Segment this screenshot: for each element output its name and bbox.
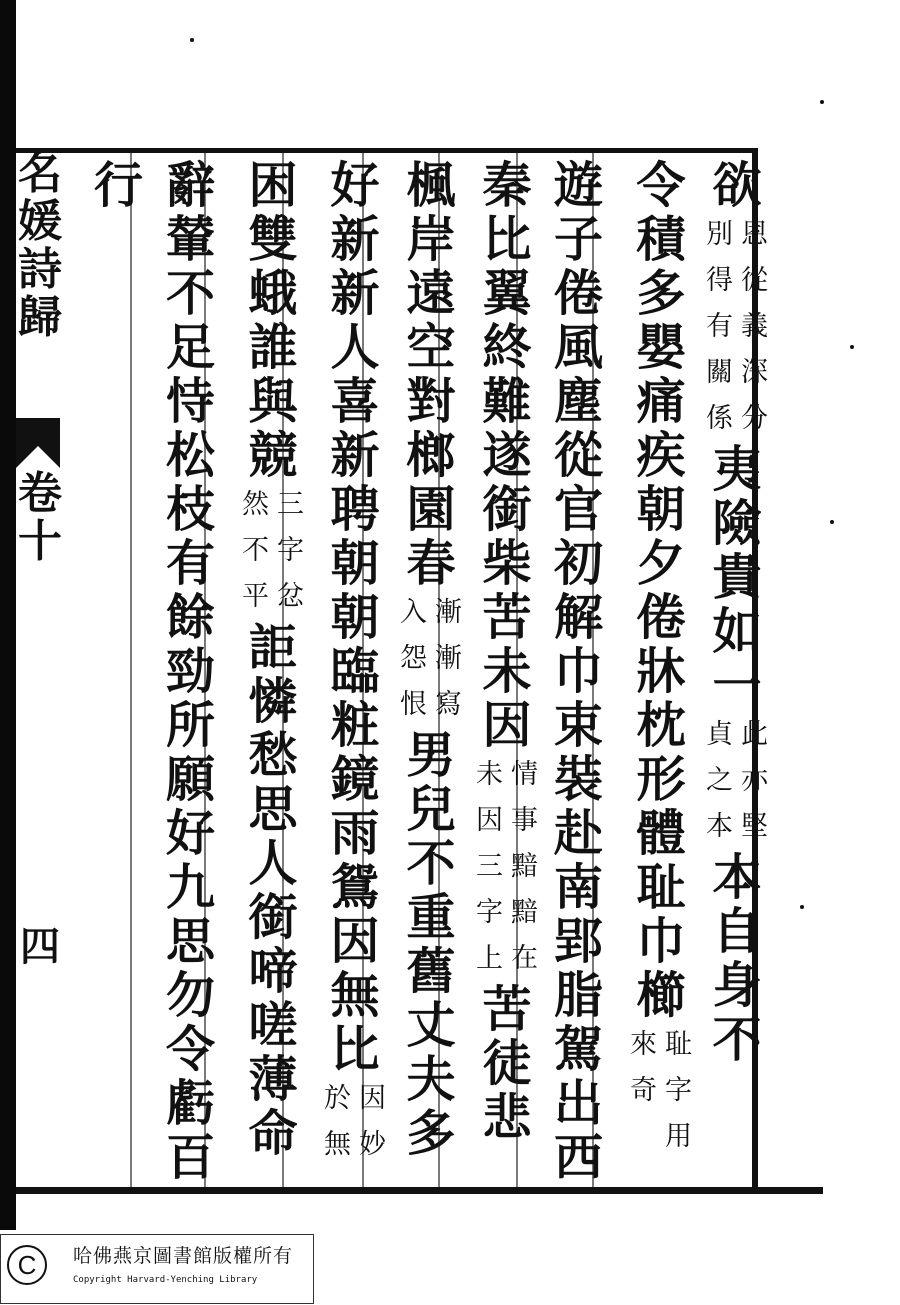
ink-speck [820,100,824,104]
main-text-char: 春 [406,534,456,592]
margin-char: 媛 [18,196,62,247]
main-text-char: 多 [406,1104,456,1162]
commentary-char: 平 [242,581,269,612]
commentary-char: 從 [741,265,768,296]
commentary-char: 因 [359,1083,386,1114]
main-text-char: 夫 [406,1050,456,1108]
main-text-char: 體 [636,804,686,862]
commentary-char: 耻 [665,1029,692,1060]
main-text-char: 粧 [330,696,380,754]
main-text-char: 風 [554,318,604,376]
commentary-char: 事 [511,805,538,836]
main-text-char: 誰 [248,318,298,376]
margin-char: 歸 [18,292,62,343]
main-text-char: 朝 [330,534,380,592]
main-text-char: 塵 [554,372,604,430]
main-text-char: 朝 [330,588,380,646]
text-column [94,158,143,212]
margin-char: 名 [18,148,62,199]
main-text-char: 枕 [636,696,686,754]
commentary-char: 此 [741,719,768,750]
main-text-char: 岸 [406,210,456,268]
main-text-char: 身 [712,956,762,1014]
main-text-char: 與 [248,372,298,430]
main-text-char: 詎 [248,618,298,676]
main-text-char: 形 [636,750,686,808]
main-text-char: 痛 [636,372,686,430]
commentary-char: 本 [706,811,733,842]
main-text-char: 自 [712,902,762,960]
commentary-char: 上 [476,943,503,974]
main-text-char: 百 [166,1128,216,1186]
commentary-char: 係 [706,403,733,434]
main-text-char: 因 [482,696,532,754]
commentary-line [476,752,503,982]
main-text-char: 如 [712,602,762,660]
main-text-char: 倦 [636,588,686,646]
text-column [324,158,386,1168]
ink-speck [800,905,804,909]
main-text-char: 辭 [166,156,216,214]
main-text-char: 朝 [636,480,686,538]
commentary-line [706,212,733,442]
commentary-char: 忿 [277,581,304,612]
commentary-line [511,752,538,982]
commentary-char: 有 [706,311,733,342]
fishtail-mark [16,418,60,468]
main-text-char: 薄 [248,1050,298,1108]
main-text-char: 無 [330,966,380,1024]
main-text-char: 園 [406,480,456,538]
main-text-char: 秦 [482,156,532,214]
main-text-char: 解 [554,588,604,646]
main-text-char: 不 [166,264,216,322]
main-text-char: 柴 [482,534,532,592]
main-text-char: 初 [554,534,604,592]
main-text-char: 楓 [406,156,456,214]
main-text-char: 夷 [712,440,762,498]
main-text-char: 櫛 [636,966,686,1024]
commentary-char: 情 [511,759,538,790]
ink-speck [850,345,854,349]
main-text-char: 行 [94,156,144,214]
main-text-char: 兒 [406,780,456,838]
commentary-char: 之 [706,765,733,796]
commentary-block [400,590,462,728]
text-column [630,158,692,1160]
commentary-block [630,1022,692,1160]
main-text-char: 比 [482,210,532,268]
main-text-char: 臨 [330,642,380,700]
commentary-char: 恩 [741,219,768,250]
commentary-char: 別 [706,219,733,250]
margin-juan-label [18,470,62,566]
text-column [706,158,768,1066]
main-text-char: 多 [636,264,686,322]
commentary-line [400,590,427,728]
margin-book-title [18,150,62,342]
main-text-char: 人 [330,318,380,376]
main-text-char: 苦 [482,588,532,646]
main-text-char: 嗟 [248,996,298,1054]
commentary-line [242,482,269,620]
frame-bottom-border [16,1187,823,1194]
main-text-char: 貴 [712,548,762,606]
main-text-char: 巾 [636,912,686,970]
main-text-char: 空 [406,318,456,376]
main-text-char: 虧 [166,1074,216,1132]
main-text-char: 人 [248,834,298,892]
main-text-char: 勁 [166,642,216,700]
main-text-char: 積 [636,210,686,268]
main-text-char: 巾 [554,642,604,700]
main-text-char: 比 [330,1020,380,1078]
main-text-char: 新 [330,210,380,268]
main-text-char: 聘 [330,480,380,538]
commentary-char: 怨 [400,643,427,674]
main-text-char: 束 [554,696,604,754]
main-text-char: 牀 [636,642,686,700]
main-text-char: 榔 [406,426,456,484]
commentary-block [324,1076,386,1168]
commentary-char: 字 [476,897,503,928]
text-column [554,158,603,1184]
main-text-char: 因 [330,912,380,970]
main-text-char: 未 [482,642,532,700]
main-text-char: 難 [482,372,532,430]
commentary-char: 於 [324,1083,351,1114]
commentary-block [706,212,768,442]
commentary-char: 字 [665,1075,692,1106]
main-text-char: 雙 [248,210,298,268]
commentary-char: 漸 [435,643,462,674]
main-text-char: 愁 [248,726,298,784]
main-text-char: 重 [406,888,456,946]
commentary-char: 深 [741,357,768,388]
commentary-char: 義 [741,311,768,342]
main-text-char: 舊 [406,942,456,1000]
copyright-symbol-icon: C [7,1245,47,1285]
commentary-char: 字 [277,535,304,566]
main-text-char: 官 [554,480,604,538]
commentary-line [665,1022,692,1160]
main-text-char: 九 [166,858,216,916]
main-text-char: 思 [166,912,216,970]
main-text-char: 好 [166,804,216,862]
commentary-line [706,712,733,850]
text-column [476,158,538,1144]
main-text-char: 駕 [554,1020,604,1078]
main-text-char: 徒 [482,1034,532,1092]
main-text-char: 裝 [554,750,604,808]
main-text-char: 命 [248,1104,298,1162]
commentary-line [630,1022,657,1160]
commentary-line [324,1076,351,1168]
text-column [400,158,462,1160]
commentary-char: 堅 [741,811,768,842]
commentary-char: 不 [242,535,269,566]
main-text-char: 險 [712,494,762,552]
book-spine-shadow [0,0,16,1230]
main-text-char: 倦 [554,264,604,322]
commentary-line [435,590,462,728]
text-column [242,158,304,1160]
margin-char: 十 [18,516,62,567]
main-text-char: 願 [166,750,216,808]
main-text-char: 啼 [248,942,298,1000]
main-text-char: 好 [330,156,380,214]
main-text-char: 勿 [166,966,216,1024]
commentary-char: 因 [476,805,503,836]
commentary-char: 入 [400,597,427,628]
main-text-char: 所 [166,696,216,754]
main-text-char: 赴 [554,804,604,862]
main-text-char: 悲 [482,1088,532,1146]
commentary-block [706,712,768,850]
ink-speck [190,38,194,42]
main-text-char: 銜 [482,480,532,538]
commentary-char: 用 [665,1121,692,1152]
main-text-char: 遊 [554,156,604,214]
main-text-char: 翼 [482,264,532,322]
main-text-char: 思 [248,780,298,838]
main-text-char: 銜 [248,888,298,946]
main-text-char: 喜 [330,372,380,430]
commentary-char: 黯 [511,897,538,928]
main-text-char: 欲 [712,156,762,214]
main-text-char: 終 [482,318,532,376]
main-text-char: 鏡 [330,750,380,808]
main-text-char: 枝 [166,480,216,538]
ink-speck [830,520,834,524]
commentary-char: 無 [324,1129,351,1160]
margin-page-number: 四 [20,923,60,970]
main-text-char: 蛾 [248,264,298,322]
main-text-char: 松 [166,426,216,484]
margin-char: 詩 [18,244,62,295]
main-text-char: 出 [554,1074,604,1132]
main-text-char: 輦 [166,210,216,268]
main-text-char: 男 [406,726,456,784]
copyright-text-english: Copyright Harvard-Yenching Library [73,1275,258,1285]
commentary-block [476,752,538,982]
main-text-char: 西 [554,1128,604,1186]
main-text-char: 苦 [482,980,532,1038]
main-text-char: 耻 [636,858,686,916]
commentary-char: 貞 [706,719,733,750]
main-text-char: 競 [248,426,298,484]
main-text-char: 不 [712,1010,762,1068]
commentary-char: 妙 [359,1129,386,1160]
commentary-line [359,1076,386,1168]
commentary-char: 奇 [630,1075,657,1106]
commentary-char: 在 [511,943,538,974]
main-text-char: 餘 [166,588,216,646]
commentary-line [277,482,304,620]
main-text-char: 郢 [554,912,604,970]
main-text-char: 新 [330,264,380,322]
main-text-char: 令 [636,156,686,214]
commentary-char: 三 [277,489,304,520]
main-text-char: 困 [248,156,298,214]
main-text-char: 脂 [554,966,604,1024]
commentary-char: 然 [242,489,269,520]
commentary-char: 三 [476,851,503,882]
commentary-line [741,212,768,442]
main-text-char: 鴛 [330,858,380,916]
commentary-char: 恨 [400,689,427,720]
copyright-stamp [0,1234,314,1304]
commentary-char: 未 [476,759,503,790]
main-text-char: 雨 [330,804,380,862]
commentary-line [741,712,768,850]
main-text-char: 對 [406,372,456,430]
main-text-char: 疾 [636,426,686,484]
main-text-char: 有 [166,534,216,592]
main-text-char: 子 [554,210,604,268]
main-text-char: 南 [554,858,604,916]
main-text-char: 嬰 [636,318,686,376]
main-text-char: 遂 [482,426,532,484]
commentary-block [242,482,304,620]
column-rule [130,153,132,1187]
main-text-char: 丈 [406,996,456,1054]
frame-top-border [16,148,756,153]
margin-char: 卷 [18,468,62,519]
main-text-char: 本 [712,848,762,906]
main-text-char: 憐 [248,672,298,730]
commentary-char: 來 [630,1029,657,1060]
commentary-char: 漸 [435,597,462,628]
commentary-char: 得 [706,265,733,296]
text-column [166,158,215,1184]
main-text-char: 夕 [636,534,686,592]
main-text-char: 一 [712,656,762,714]
commentary-char: 關 [706,357,733,388]
copyright-text-chinese: 哈佛燕京圖書館版權所有 [73,1245,294,1267]
main-text-char: 足 [166,318,216,376]
main-text-char: 不 [406,834,456,892]
commentary-char: 寫 [435,689,462,720]
main-text-char: 從 [554,426,604,484]
commentary-char: 分 [741,403,768,434]
commentary-char: 黯 [511,851,538,882]
main-text-char: 新 [330,426,380,484]
main-text-char: 恃 [166,372,216,430]
main-text-char: 令 [166,1020,216,1078]
commentary-char: 亦 [741,765,768,796]
main-text-char: 遠 [406,264,456,322]
